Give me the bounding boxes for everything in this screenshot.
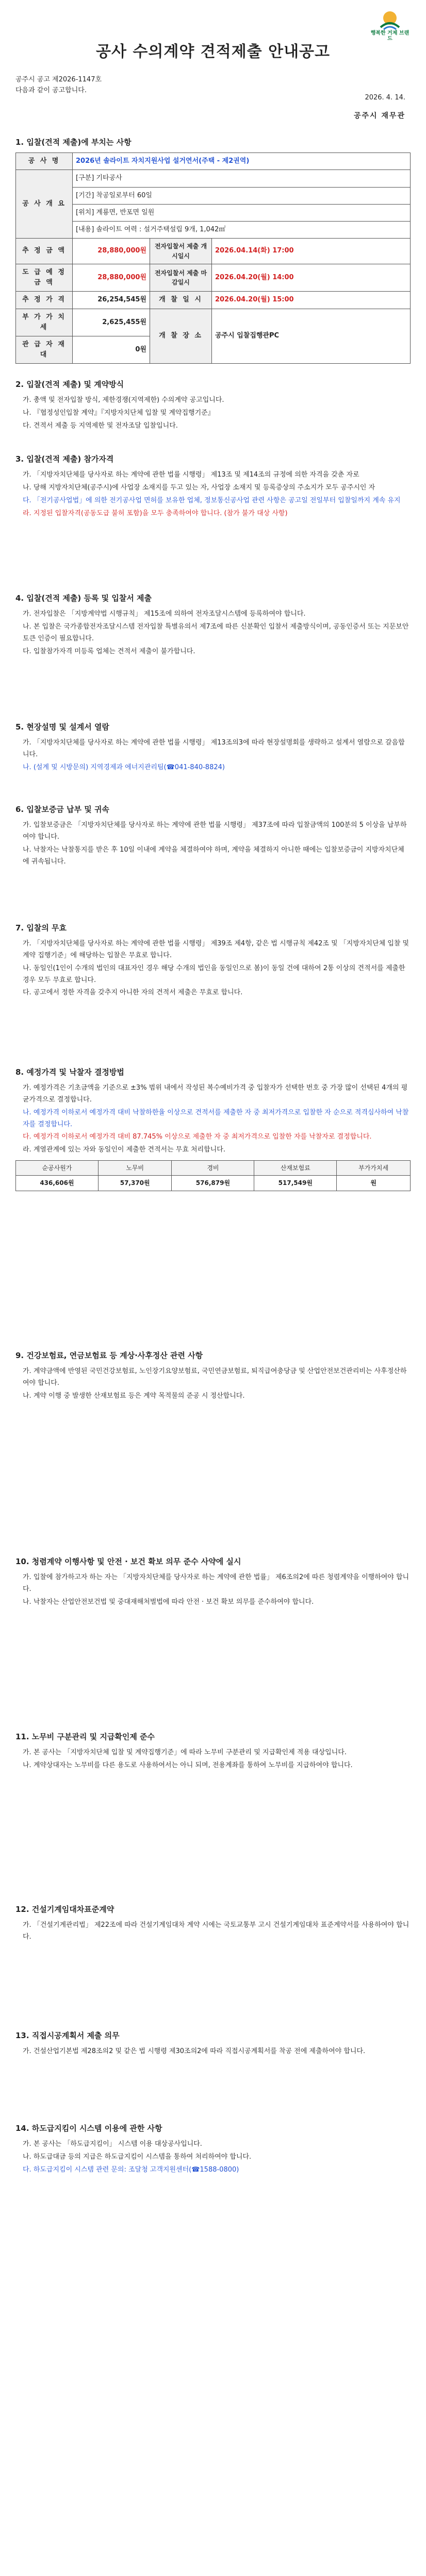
amount-label: 부 가 가 치 세: [16, 309, 73, 336]
section-12-line: 가. 「건설기계관리법」 제22조에 따라 건설기계임대차 계약 시에는 국토교통부 고시 건설기계임대차 표준계약서를 사용하여야 합니다.: [23, 1921, 409, 1941]
section-4-line: 다. 입찰참가자격 미등록 업체는 견적서 제출이 불가합니다.: [23, 647, 195, 655]
section-10-line: 가. 입찰에 참가하고자 하는 자는 「지방자치단체를 당사자로 하는 계약에 관한 법률」 제6조의2에 따른 청렴계약을 이행하여야 합니다.: [23, 1573, 409, 1593]
section-6-heading: 6. 입찰보증금 납부 및 귀속: [15, 805, 109, 814]
notice-issuer: 공주시 재무관: [353, 112, 405, 120]
table-row: [16, 170, 411, 187]
section-3-line: 가. 「지방자치단체를 당사자로 하는 계약에 관한 법률 시행령」 제13조 및 제14조의 규정에 의한 자격을 갖춘 자로: [23, 471, 359, 479]
table-cell: 57,370원: [98, 1176, 172, 1191]
table-header: 산재보험료: [254, 1160, 337, 1176]
project-location: [위치] 계룡면, 반포면 일원: [73, 204, 411, 221]
section-7: [15, 922, 411, 1000]
section-8: [15, 1066, 411, 1191]
table-header: 부가가치세: [337, 1160, 411, 1176]
schedule-label: 전자입찰서 제출 개시일시: [150, 238, 212, 264]
page-title: 공사 수의계약 견적제출 안내공고: [95, 43, 331, 61]
section-9-line: 나. 계약 이행 중 발생한 산재보험료 등은 계약 목적물의 준공 시 정산합니다.: [23, 1392, 245, 1400]
section-12: [15, 1904, 411, 1944]
section-4: [15, 592, 411, 658]
section-10: [15, 1556, 411, 1609]
section-7-line: 가. 「지방자치단체를 당사자로 하는 계약에 관한 법률 시행령」 제39조 제4항, 같은 법 시행규칙 제42조 및 「지방자치단체 입찰 및 계약 집행기준」에 해당하는 입찰은 무효로 합니다.: [23, 940, 409, 959]
table-header: 순공사원가: [16, 1160, 99, 1176]
table-row: [16, 187, 411, 204]
section-4-line: 가. 전자입찰은 「지방계약법 시행규칙」 제15조에 의하여 전자조달시스템에 등록하여야 합니다.: [23, 610, 306, 618]
section-11: [15, 1731, 411, 1773]
bid-info-table: [15, 152, 411, 364]
schedule-value: 2026.04.20(월) 15:00: [212, 292, 411, 309]
city-logo: [369, 9, 411, 42]
notice-meta: [15, 75, 102, 96]
section-7-line: 나. 동일인(1인이 수개의 법인의 대표자인 경우 해당 수개의 법인을 동일인으로 봄)이 동일 건에 대하여 2통 이상의 견적서를 제출한 경우 모두 무효로 합니다.: [23, 964, 405, 984]
section-7-heading: 7. 입찰의 무효: [15, 923, 67, 933]
schedule-value: 2026.04.14(화) 17:00: [212, 238, 411, 264]
section-12-heading: 12. 건설기계임대차표준계약: [15, 1905, 114, 1914]
table-header: 노무비: [98, 1160, 172, 1176]
amount-value: 28,880,000원: [73, 264, 150, 292]
section-14-line: 가. 본 공사는 「하도급지킴이」 시스템 이용 대상공사입니다.: [23, 2140, 202, 2148]
section-3-line: 라. 지정된 입찰자격(공동도급 불허 포함)을 모두 충족하여야 합니다. (참가 불가 대상 사항): [23, 509, 288, 517]
section-8-line: 나. 예정가격 이하로서 예정가격 대비 낙찰하한율 이상으로 견적서를 제출한 자 중 최저가격으로 입찰한 자 순으로 적격심사하여 낙찰자를 결정합니다.: [23, 1108, 409, 1128]
table-row: [16, 309, 411, 336]
section-11-line: 나. 계약상대자는 노무비를 다른 용도로 사용하여서는 아니 되며, 전용계좌를 통하여 노무비를 지급하여야 합니다.: [23, 1761, 353, 1769]
section-14-line: 다. 하도급지킴이 시스템 관련 문의: 조달청 고객지원센터(☎1588-0800): [23, 2165, 239, 2174]
section-3-heading: 3. 입찰(견적 제출) 참가자격: [15, 454, 114, 464]
amount-label: 추 정 금 액: [16, 238, 73, 264]
amount-value: 0원: [73, 336, 150, 363]
amount-label: 관 급 자 재 대: [16, 336, 73, 363]
section-13-line: 가. 건설산업기본법 제28조의2 및 같은 법 시행령 제30조의2에 따라 직접시공계획서를 착공 전에 제출하여야 합니다.: [23, 2047, 366, 2056]
table-row: [16, 153, 411, 170]
project-name-label: 공 사 명: [16, 153, 73, 170]
notice-date: 2026. 4. 14.: [365, 94, 405, 101]
amount-value: 28,880,000원: [73, 238, 150, 264]
section-6-line: 나. 낙찰자는 낙찰통지를 받은 후 10일 이내에 계약을 체결하여야 하며, 계약을 체결하지 아니한 때에는 입찰보증금이 지방자치단체에 귀속됩니다.: [23, 845, 404, 866]
section-4-heading: 4. 입찰(견적 제출) 등록 및 입찰서 제출: [15, 594, 152, 603]
schedule-value: 2026.04.20(월) 14:00: [212, 264, 411, 292]
table-row: [16, 264, 411, 292]
amount-value: 26,254,545원: [73, 292, 150, 309]
schedule-label: 개 찰 장 소: [150, 309, 212, 364]
project-type: [구분] 기타공사: [73, 170, 411, 187]
schedule-label: 개 찰 일 시: [150, 292, 212, 309]
table-cell: 576,879원: [172, 1176, 254, 1191]
section-5-line: 가. 「지방자치단체를 당사자로 하는 계약에 관한 법률 시행령」 제13조의3에 따라 현장설명회를 생략하고 설계서 열람으로 갈음합니다.: [23, 739, 405, 758]
section-14-heading: 14. 하도급지킴이 시스템 이용에 관한 사항: [15, 2124, 162, 2133]
table-row: [16, 1176, 411, 1191]
notice-intro: 다음과 같이 공고합니다.: [15, 86, 87, 94]
table-cell: 517,549원: [254, 1176, 337, 1191]
section-8-line: 가. 예정가격은 기초금액을 기준으로 ±3% 범위 내에서 작성된 복수예비가격 중 입찰자가 선택한 번호 중 가장 많이 선택된 4개의 평균가격으로 결정합니다.: [23, 1084, 408, 1104]
section-1: [15, 137, 411, 364]
amount-label: 추 정 가 격: [16, 292, 73, 309]
logo-text: 행복한 거제 브랜드: [370, 30, 409, 42]
section-13-heading: 13. 직접시공계획서 제출 의무: [15, 2031, 120, 2040]
section-8-line: 다. 예정가격 이하로서 예정가격 대비 87.745% 이상으로 제출한 자 중 최저가격으로 입찰한 자를 낙찰자로 결정합니다.: [23, 1133, 372, 1141]
amount-value: 2,625,455원: [73, 309, 150, 336]
section-13: [15, 2030, 411, 2059]
section-14-line: 나. 하도급대금 등의 지급은 하도급지킴이 시스템을 통하여 처리하여야 합니다.: [23, 2153, 252, 2161]
section-2: [15, 379, 411, 433]
section-9-line: 가. 계약금액에 반영된 국민건강보험료, 노인장기요양보험료, 국민연금보험료, 퇴직급여충당금 및 산업안전보건관리비는 사후정산하여야 합니다.: [23, 1367, 407, 1387]
project-name-value: 2026년 솔라이트 자치지원사업 설거연서(주택 - 제2권역): [73, 153, 411, 170]
section-5-heading: 5. 현장설명 및 설계서 열람: [15, 722, 109, 732]
section-10-heading: 10. 청렴계약 이행사항 및 안전 · 보건 확보 의무 준수 사약에 실시: [15, 1557, 241, 1566]
table-cell: 원: [337, 1176, 411, 1191]
project-period: [기간] 착공일로부터 60일: [73, 187, 411, 204]
section-7-line: 다. 공고에서 정한 자격을 갖추지 아니한 자의 견적서 제출은 무효로 합니다.: [23, 989, 243, 997]
section-8-heading: 8. 예정가격 및 낙찰자 결정방법: [15, 1067, 124, 1077]
section-6-line: 가. 입찰보증금은 「지방자치단체를 당사자로 하는 계약에 관한 법률 시행령」 제37조에 따라 입찰금액의 100분의 5 이상을 납부하여야 합니다.: [23, 821, 407, 841]
section-10-line: 나. 낙찰자는 산업안전보건법 및 중대재해처벌법에 따라 안전 · 보건 확보 의무를 준수하여야 합니다.: [23, 1598, 314, 1606]
section-2-line: 가. 총액 및 전자입찰 방식, 제한경쟁(지역제한) 수의계약 공고입니다.: [23, 396, 224, 404]
section-4-line: 나. 본 입찰은 국가종합전자조달시스템 전자입찰 특별유의서 제7조에 따른 신분확인 입찰서 제출방식이며, 공동인증서 또는 지문보안토큰 인증이 필요합니다.: [23, 623, 409, 642]
section-3-line: 나. 당해 지방자치단체(공주시)에 사업장 소재지를 두고 있는 자, 사업장 소재지 및 등록증상의 주소지가 모두 공주시인 자: [23, 484, 375, 492]
section-2-line: 나. 『협정성인입찰 계약』『지방자치단체 입찰 및 계약집행기준』: [23, 409, 215, 417]
section-8-line: 라. 계열관계에 있는 자와 동일인이 제출한 견적서는 무효 처리합니다.: [23, 1146, 225, 1154]
section-1-heading: 1. 입찰(견적 제출)에 부치는 사항: [15, 138, 132, 147]
section-3-line: 다. 「전기공사업법」에 의한 전기공사업 면허를 보유한 업체, 정보통신공사업 관련 사항은 공고일 전일부터 입찰일까지 계속 유지: [23, 496, 401, 504]
section-5: [15, 721, 411, 775]
schedule-label: 전자입찰서 제출 마감일시: [150, 264, 212, 292]
table-cell: 436,606원: [16, 1176, 99, 1191]
project-content: [내용] 솔라이트 여력 : 설거주택설립 9개, 1,042㎡: [73, 221, 411, 238]
section-2-line: 다. 견적서 제출 등 지역제한 및 전자조달 입찰입니다.: [23, 421, 178, 430]
table-row: [16, 238, 411, 264]
table-header-row: [16, 1160, 411, 1176]
section-11-line: 가. 본 공사는 「지방자치단체 입찰 및 계약집행기준」에 따라 노무비 구분관리 및 지급확인제 적용 대상입니다.: [23, 1749, 347, 1757]
section-3: [15, 453, 411, 520]
city-emblem-icon: [378, 10, 402, 30]
cost-table: [15, 1160, 411, 1191]
section-11-heading: 11. 노무비 구분관리 및 지급확인제 준수: [15, 1732, 155, 1741]
section-9-heading: 9. 건강보험료, 연금보험료 등 계상·사후정산 관련 사항: [15, 1351, 203, 1360]
section-2-heading: 2. 입찰(견적 제출) 및 계약방식: [15, 380, 124, 389]
table-row: [16, 204, 411, 221]
table-row: [16, 221, 411, 238]
table-row: [16, 292, 411, 309]
section-6: [15, 804, 411, 869]
section-5-line: 나. (설계 및 시방문의) 지역경제과 에너지관리팀(☎041-840-8824): [23, 763, 225, 771]
schedule-value: 공주시 입찰집행관PC: [212, 309, 411, 364]
section-14: [15, 2123, 411, 2177]
notice-number: 공주시 공고 제2026-1147호: [15, 76, 102, 83]
project-overview-label: 공 사 개 요: [16, 170, 73, 239]
amount-label: 도 급 예 정 금 액: [16, 264, 73, 292]
section-9: [15, 1350, 411, 1403]
table-header: 경비: [172, 1160, 254, 1176]
